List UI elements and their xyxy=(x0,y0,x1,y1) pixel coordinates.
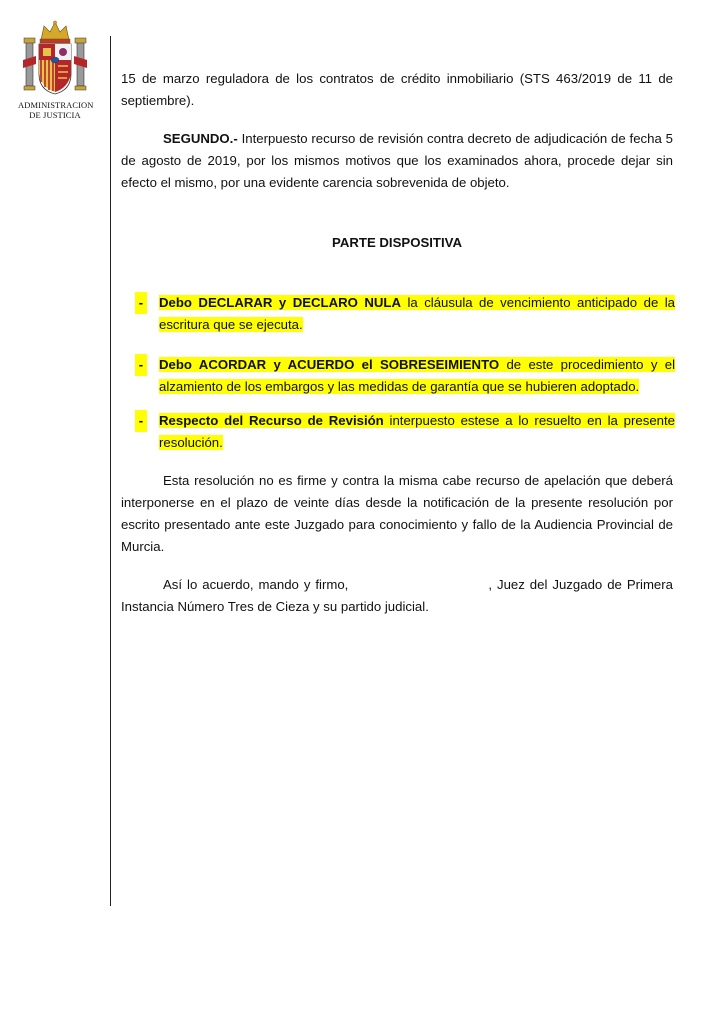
item-2-bold: Debo ACORDAR y ACUERDO el SOBRESEIMIENTO xyxy=(159,357,500,372)
section-heading: PARTE DISPOSITIVA xyxy=(332,235,462,250)
paragraph-segundo xyxy=(121,128,673,194)
segundo-text: Interpuesto recurso de revisión contra decreto de adjudicación de fecha 5 de agosto de 2019, por los mismos motivos que los examinados ahora, procede dejar sin efecto el mismo, por una evidente carencia sobrevenida de objeto. xyxy=(121,131,673,190)
signature-text-a: Así lo acuerdo, mando y firmo, xyxy=(163,577,349,592)
item-3-bold: Respecto del Recurso de Revisión xyxy=(159,413,384,428)
paragraph-continuation: 15 de marzo reguladora de los contratos de crédito inmobiliario (STS 463/2019 de 11 de septiembre). xyxy=(121,71,673,108)
paragraph-signature xyxy=(121,574,673,618)
list-item xyxy=(135,292,675,336)
list-item xyxy=(135,354,675,398)
item-2-rest: de este procedimiento y el alzamiento de los embargos y las medidas de garantía que se hubieren adoptado. xyxy=(159,357,675,394)
item-2-text xyxy=(159,357,675,394)
signature-text-b: , Juez del Juzgado de Primera Instancia Número Tres de Cieza y su partido judicial. xyxy=(121,577,673,614)
item-1-rest: la cláusula de vencimiento anticipado de la escritura que se ejecuta. xyxy=(159,295,676,332)
list-bullet: - xyxy=(135,292,147,314)
logo-caption-line2: DE JUSTICIA xyxy=(29,110,81,120)
paragraph-appeal: Esta resolución no es firme y contra la misma cabe recurso de apelación que deberá interponerse en el plazo de veinte días desde la notificación de la presente resolución por escrito presentado ante este Juzgado para conocimiento y fallo de la Audiencia Provincial de Murcia. xyxy=(121,473,673,554)
logo xyxy=(18,20,92,120)
segundo-label: SEGUNDO.- xyxy=(163,131,238,146)
item-3-text xyxy=(159,413,675,450)
list-bullet: - xyxy=(135,410,147,432)
list-bullet: - xyxy=(135,354,147,376)
coat-of-arms-icon xyxy=(22,20,88,100)
item-3-rest: interpuesto estese a lo resuelto en la presente resolución. xyxy=(159,413,675,450)
item-1-text xyxy=(159,295,675,332)
list-item xyxy=(135,410,675,454)
item-1-bold: Debo DECLARAR y DECLARO NULA xyxy=(159,295,401,310)
margin-rule xyxy=(110,36,111,906)
logo-caption-line1: ADMINISTRACION xyxy=(18,100,94,110)
